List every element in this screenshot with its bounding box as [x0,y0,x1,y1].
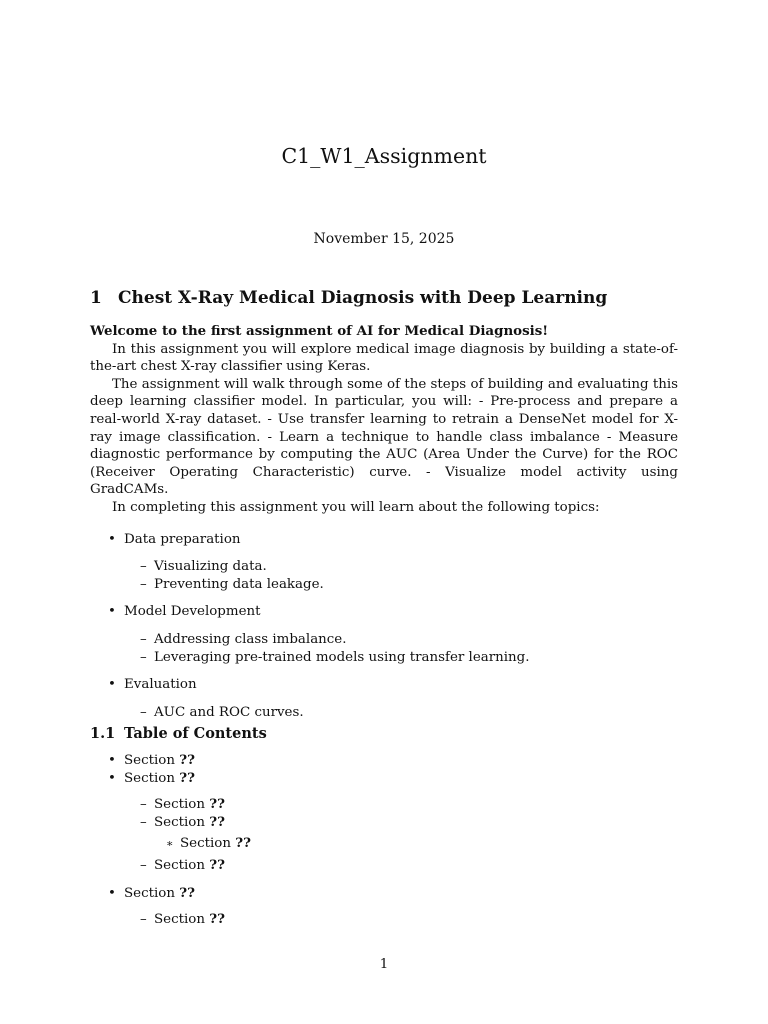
toc-subentry[interactable] [154,911,678,929]
welcome-text: Welcome to the first assignment of AI for Medical Diagnosis! [90,323,549,339]
toc-entry-label: Section [124,770,175,786]
subtopic-item: – Addressing class imbalance. [154,631,678,649]
toc-entry-label: Section [154,912,205,928]
topics-intro-paragraph: In completing this assignment you will learn about the following topics: [112,499,600,515]
toc-subentry[interactable] [154,796,678,814]
steps-paragraph: The assignment will walk through some of the steps of building and evaluating this deep learning classifier model. In particular, you will: - Pre-process and prepare a real-world X-ray dataset. - Use transfer learning to retrain a DenseNet model for X-ray image classification. - Learn a technique to handle class imbalance - Measure diagnostic performance by computing the AUC (Area Under the Curve) for the ROC (Receiver Operating Characteristic) curve. - Visualize model activity using GradCAMs. [90,376,678,498]
table-of-contents [90,752,678,939]
subtopic-item: – Preventing data leakage. [154,576,678,594]
section-title: Chest X-Ray Medical Diagnosis with Deep Learning [118,288,608,308]
toc-entry-label: Section [154,814,205,830]
toc-entry[interactable] [124,752,678,770]
toc-entry-ref[interactable]: ?? [209,856,225,873]
intro-paragraph: In this assignment you will explore medical image diagnosis by building a state-of-the-art chest X-ray classifier using Keras. [90,341,678,375]
subtopic-list [124,704,678,722]
topics-list [90,531,678,722]
toc-entry-ref[interactable]: ?? [179,752,195,768]
toc-entry-label: Section [124,753,175,768]
subtopic-list [124,631,678,666]
section-heading [90,286,607,310]
subtopic-item: – Leveraging pre-trained models using transfer learning. [154,649,678,667]
topic-item [124,676,678,721]
topic-label: Data preparation [124,531,241,547]
toc-subentry[interactable] [154,814,678,853]
toc-list [90,752,678,929]
subtopic-item: – Visualizing data. [154,558,678,576]
toc-entry[interactable] [124,770,678,875]
toc-entry-label: Section [124,885,175,901]
toc-entry-ref[interactable]: ?? [209,796,225,813]
toc-entry-label: Section [154,857,205,873]
toc-entry[interactable] [124,885,678,929]
subtopic-item: – AUC and ROC curves. [154,704,678,722]
toc-subentry[interactable] [154,857,678,875]
section-number: 1 [90,288,102,308]
subtopic-list [124,558,678,593]
toc-entry-ref[interactable]: ?? [209,813,225,830]
toc-entry-ref[interactable]: ?? [179,769,195,786]
topic-item [124,531,678,594]
toc-entry-label: Section [154,797,205,813]
toc-entry-ref[interactable]: ?? [209,911,225,928]
document-title: C1_W1_Assignment [281,144,487,168]
toc-title: Table of Contents [124,725,267,742]
toc-heading [90,724,267,744]
topic-label: Evaluation [124,677,197,693]
topic-label: Model Development [124,604,261,620]
toc-subsublist [154,835,678,853]
toc-sublist [124,911,678,929]
toc-subsubentry[interactable] [180,835,678,853]
page-number: 1 [379,957,389,972]
toc-entry-ref[interactable]: ?? [235,835,251,852]
toc-sublist [124,796,678,874]
toc-entry-ref[interactable]: ?? [179,884,195,901]
section-body [90,323,678,731]
toc-entry-label: Section [180,836,231,852]
topic-item [124,603,678,666]
toc-number: 1.1 [90,725,116,742]
document-date: November 15, 2025 [313,231,455,247]
